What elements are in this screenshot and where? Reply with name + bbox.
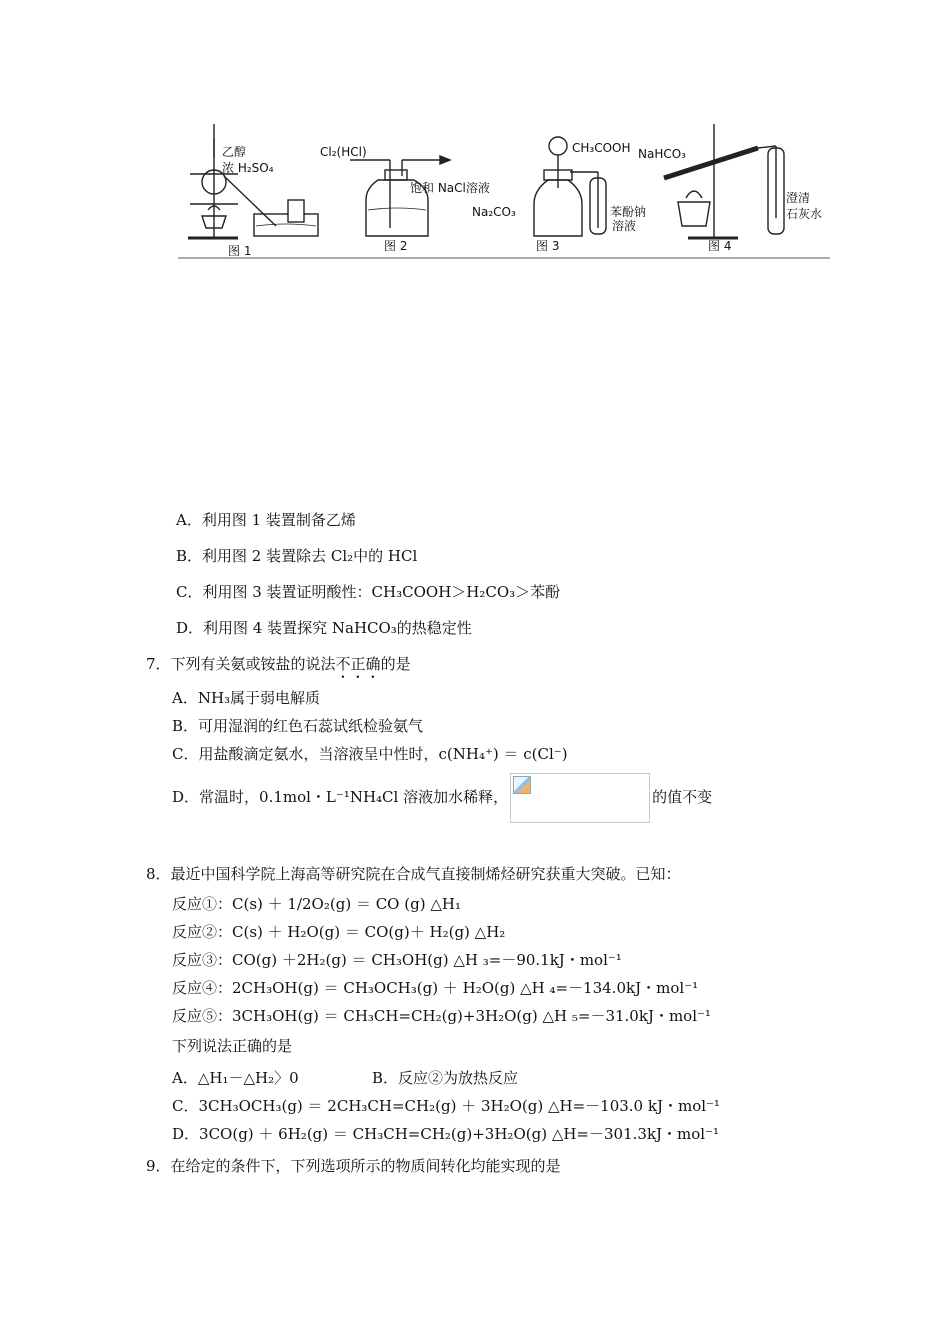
q8-option-a: A．△H₁－△H₂〉0 — [172, 1069, 299, 1087]
q6-option-c: C．利用图 3 装置证明酸性：CH₃COOH＞H₂CO₃＞苯酚 — [176, 583, 561, 601]
missing-formula-image — [510, 773, 650, 823]
fig1-label-acid: 浓 H₂SO₄ — [222, 161, 274, 175]
q8-option-b: B．反应②为放热反应 — [372, 1069, 519, 1087]
fig3-label-acetic-acid: CH₃COOH — [572, 141, 631, 155]
q7-option-c: C．用盐酸滴定氨水，当溶液呈中性时，c(NH₄⁺) ＝ c(Cl⁻) — [172, 745, 568, 763]
fig2-caption: 图 2 — [384, 239, 408, 253]
q9-stem: 9．在给定的条件下，下列选项所示的物质间转化均能实现的是 — [146, 1157, 561, 1175]
q7-option-a: A．NH₃属于弱电解质 — [172, 689, 321, 707]
q8-option-c: C．3CH₃OCH₃(g) ＝ 2CH₃CH=CH₂(g) ＋ 3H₂O(g) △H=－103.0 kJ・mol⁻¹ — [172, 1097, 720, 1115]
figure-1-apparatus — [188, 124, 318, 238]
fig4-caption: 图 4 — [708, 239, 732, 253]
q6-option-b: B．利用图 2 装置除去 Cl₂中的 HCl — [176, 547, 418, 565]
q8-reaction-2: 反应②：C(s) ＋ H₂O(g) ＝ CO(g)＋ H₂(g) △H₂ — [172, 923, 506, 941]
q7-stem-post: 的是 — [380, 655, 411, 673]
q7-stem-emphasis: 不正确 — [335, 655, 381, 673]
fig4-label-bicarbonate: NaHCO₃ — [638, 147, 686, 161]
q8-reaction-1: 反应①：C(s) ＋ 1/2O₂(g) ＝ CO (g) △H₁ — [172, 895, 461, 913]
fig4-label-clear: 澄清 — [786, 191, 811, 205]
fig3-label-carbonate: Na₂CO₃ — [472, 205, 516, 219]
figure-2-apparatus — [350, 156, 450, 236]
apparatus-drawing — [178, 118, 830, 260]
fig3-caption: 图 3 — [536, 239, 560, 253]
q8-reaction-4: 反应④：2CH₃OH(g) ＝ CH₃OCH₃(g) ＋ H₂O(g) △H ₄=－134.0kJ・mol⁻¹ — [172, 979, 699, 997]
broken-image-icon — [513, 776, 531, 794]
q8-stem: 8．最近中国科学院上海高等研究院在合成气直接制烯烃研究获重大突破。已知： — [146, 865, 681, 883]
q7-stem — [146, 654, 411, 682]
q8-ask: 下列说法正确的是 — [172, 1037, 293, 1055]
q8-reaction-5: 反应⑤：3CH₃OH(g) ＝ CH₃CH=CH₂(g)+3H₂O(g) △H ₅=－31.0kJ・mol⁻¹ — [172, 1007, 711, 1025]
apparatus-figures — [178, 118, 830, 260]
q8-option-d: D．3CO(g) ＋ 6H₂(g) ＝ CH₃CH=CH₂(g)+3H₂O(g) △H=－301.3kJ・mol⁻¹ — [172, 1125, 720, 1143]
q7-option-b: B．可用湿润的红色石蕊试纸检验氨气 — [172, 717, 424, 735]
q7-option-d-pre: D．常温时，0.1mol・L⁻¹NH₄Cl 溶液加水稀释， — [172, 788, 509, 806]
q7-option-d — [172, 772, 712, 823]
q7-option-d-post: 的值不变 — [652, 788, 713, 806]
fig1-caption: 图 1 — [228, 244, 252, 258]
fig2-label-gas: Cl₂(HCl) — [320, 145, 367, 159]
q7-stem-pre: 7．下列有关氨或铵盐的说法 — [146, 655, 336, 673]
q8-reaction-3: 反应③：CO(g) ＋2H₂(g) ＝ CH₃OH(g) △H ₃=－90.1kJ・mol⁻¹ — [172, 951, 622, 969]
fig3-label-solution: 溶液 — [612, 219, 637, 233]
figure-4-apparatus — [664, 124, 784, 238]
fig1-label-ethanol: 乙醇 — [222, 145, 247, 159]
q6-option-a: A．利用图 1 装置制备乙烯 — [176, 511, 356, 529]
fig4-label-limewater: 石灰水 — [786, 207, 823, 221]
fig2-label-solution: 饱和 NaCl溶液 — [410, 181, 490, 195]
fig3-label-phenolate: 苯酚钠 — [610, 205, 647, 219]
q6-option-d: D．利用图 4 装置探究 NaHCO₃的热稳定性 — [176, 619, 472, 637]
